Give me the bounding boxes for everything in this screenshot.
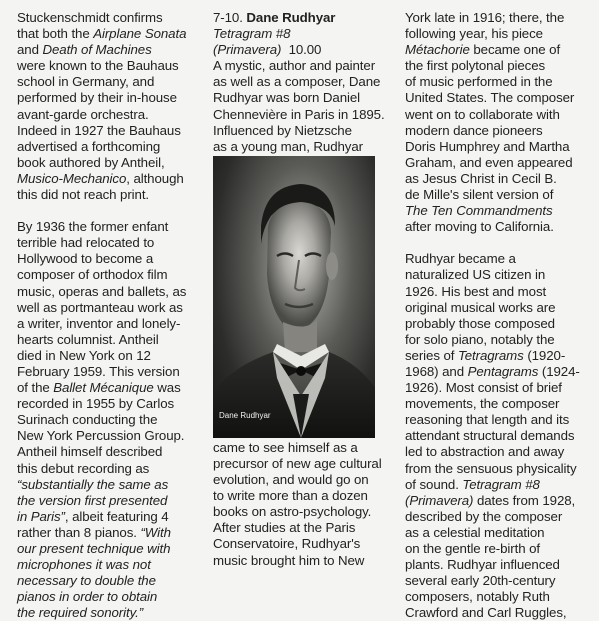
book-title: Musico-Mechanico bbox=[17, 170, 127, 186]
work-title: Tetragrams bbox=[457, 347, 524, 363]
quotation: necessary to double the bbox=[17, 573, 156, 589]
work-title: Ballet Mécanique bbox=[53, 380, 154, 396]
work-subtitle: (Primavera) bbox=[213, 42, 282, 58]
quotation: pianos in order to obtain bbox=[17, 589, 158, 605]
work-title: Pentagrams bbox=[467, 363, 539, 379]
track-heading bbox=[213, 10, 395, 58]
portrait-illustration bbox=[213, 156, 375, 438]
film-title: The Ten Commandments bbox=[405, 203, 553, 219]
quotation: the version first presented bbox=[17, 492, 168, 508]
work-title: Airplane Sonata bbox=[93, 26, 187, 42]
paragraph-rudhyar-usa: York late in 1916; there, the following year, his piece Métachorie became one of the first polytonal pieces of music performed in the United States. The composer went on to collaborate with modern dance pioneers Doris Humphrey and Martha Graham, and even appeared as Jesus Christ in Cecil B. de Mille's silent version of The Ten Commandments after moving to California. bbox=[405, 10, 575, 235]
quotation: our present technique with bbox=[17, 541, 171, 556]
column-left bbox=[17, 10, 209, 621]
work-title: Métachorie bbox=[405, 42, 470, 58]
work-title: Tetragram #8 bbox=[462, 476, 540, 492]
work-title: Death of Machines bbox=[42, 42, 152, 58]
quotation: “substantially the same as bbox=[17, 476, 169, 492]
quotation: in Paris” bbox=[17, 508, 65, 524]
quotation: microphones it was not bbox=[17, 557, 151, 573]
paragraph-antheil-bauhaus: Stuckenschmidt confirms that both the Airplane Sonata and Death of Machines were known to the Bauhaus school in Germany, and performed by their in-house avant-garde orchestra. Indeed in 1927 the Bauhaus advertised a forthcoming book authored by Antheil, Musico-Mechanico, although this did not reach print. bbox=[17, 10, 187, 203]
work-subtitle: (Primavera) bbox=[405, 492, 474, 508]
quotation: “With bbox=[140, 524, 171, 540]
paragraph-rudhyar-works: Rudhyar became a naturalized US citizen in 1926. His best and most original musical works are probably those composed for solo piano, notably the series of Tetragrams (1920- 1968) and Pentagrams (1924- 1926). Most consist of brief movements, the composer reasoning that length and its attendant structural demands led to abstraction and away from the sensuous physicality of sound. Tetragram #8 (Primavera) dates from 1928, described by the composer as a celestial meditation on the gentle re-birth of plants. Rudhyar influenced several early 20th-century composers, notably Ruth Crawford and Carl Ruggles, bbox=[405, 251, 580, 621]
composer-name: Dane Rudhyar bbox=[246, 10, 336, 25]
track-duration: 10.00 bbox=[288, 42, 322, 58]
quotation: the required sonority.” bbox=[17, 605, 144, 621]
column-right bbox=[405, 10, 590, 621]
photo-caption: Dane Rudhyar bbox=[219, 410, 271, 420]
work-title: Tetragram #8 bbox=[213, 26, 291, 42]
portrait-photo bbox=[213, 156, 375, 438]
paragraph-rudhyar-continued: came to see himself as a precursor of new age cultural evolution, and would go on to write more than a dozen books on astro-psychology. After studies at the Paris Conservatoire, Rudhyar's music brought him to New bbox=[213, 439, 382, 568]
track-number: 7-10. bbox=[213, 10, 243, 25]
paragraph-antheil-hollywood: By 1936 the former enfant terrible had relocated to Hollywood to become a composer of orthodox film music, operas and ballets, as well as portmanteau work as a writer, inventor and lonely- hearts columnist. Antheil died in New York on 12 February 1959. This version of the Ballet Mécanique was recorded in 1955 by Carlos Surinach conducting the New York Percussion Group. Antheil himself described this debut recording as “substantially the same as the version first presented in Paris”, albeit featuring 4 rather than 8 pianos. “With our present technique with microphones it was not necessary to double the pianos in order to obtain the required sonority.” bbox=[17, 219, 187, 621]
column-middle bbox=[213, 10, 395, 569]
paragraph-rudhyar-intro: A mystic, author and painter as well as a composer, Dane Rudhyar was born Daniel Chennevière in Paris in 1895. Influenced by Nietzsche as a young man, Rudhyar bbox=[213, 58, 385, 154]
